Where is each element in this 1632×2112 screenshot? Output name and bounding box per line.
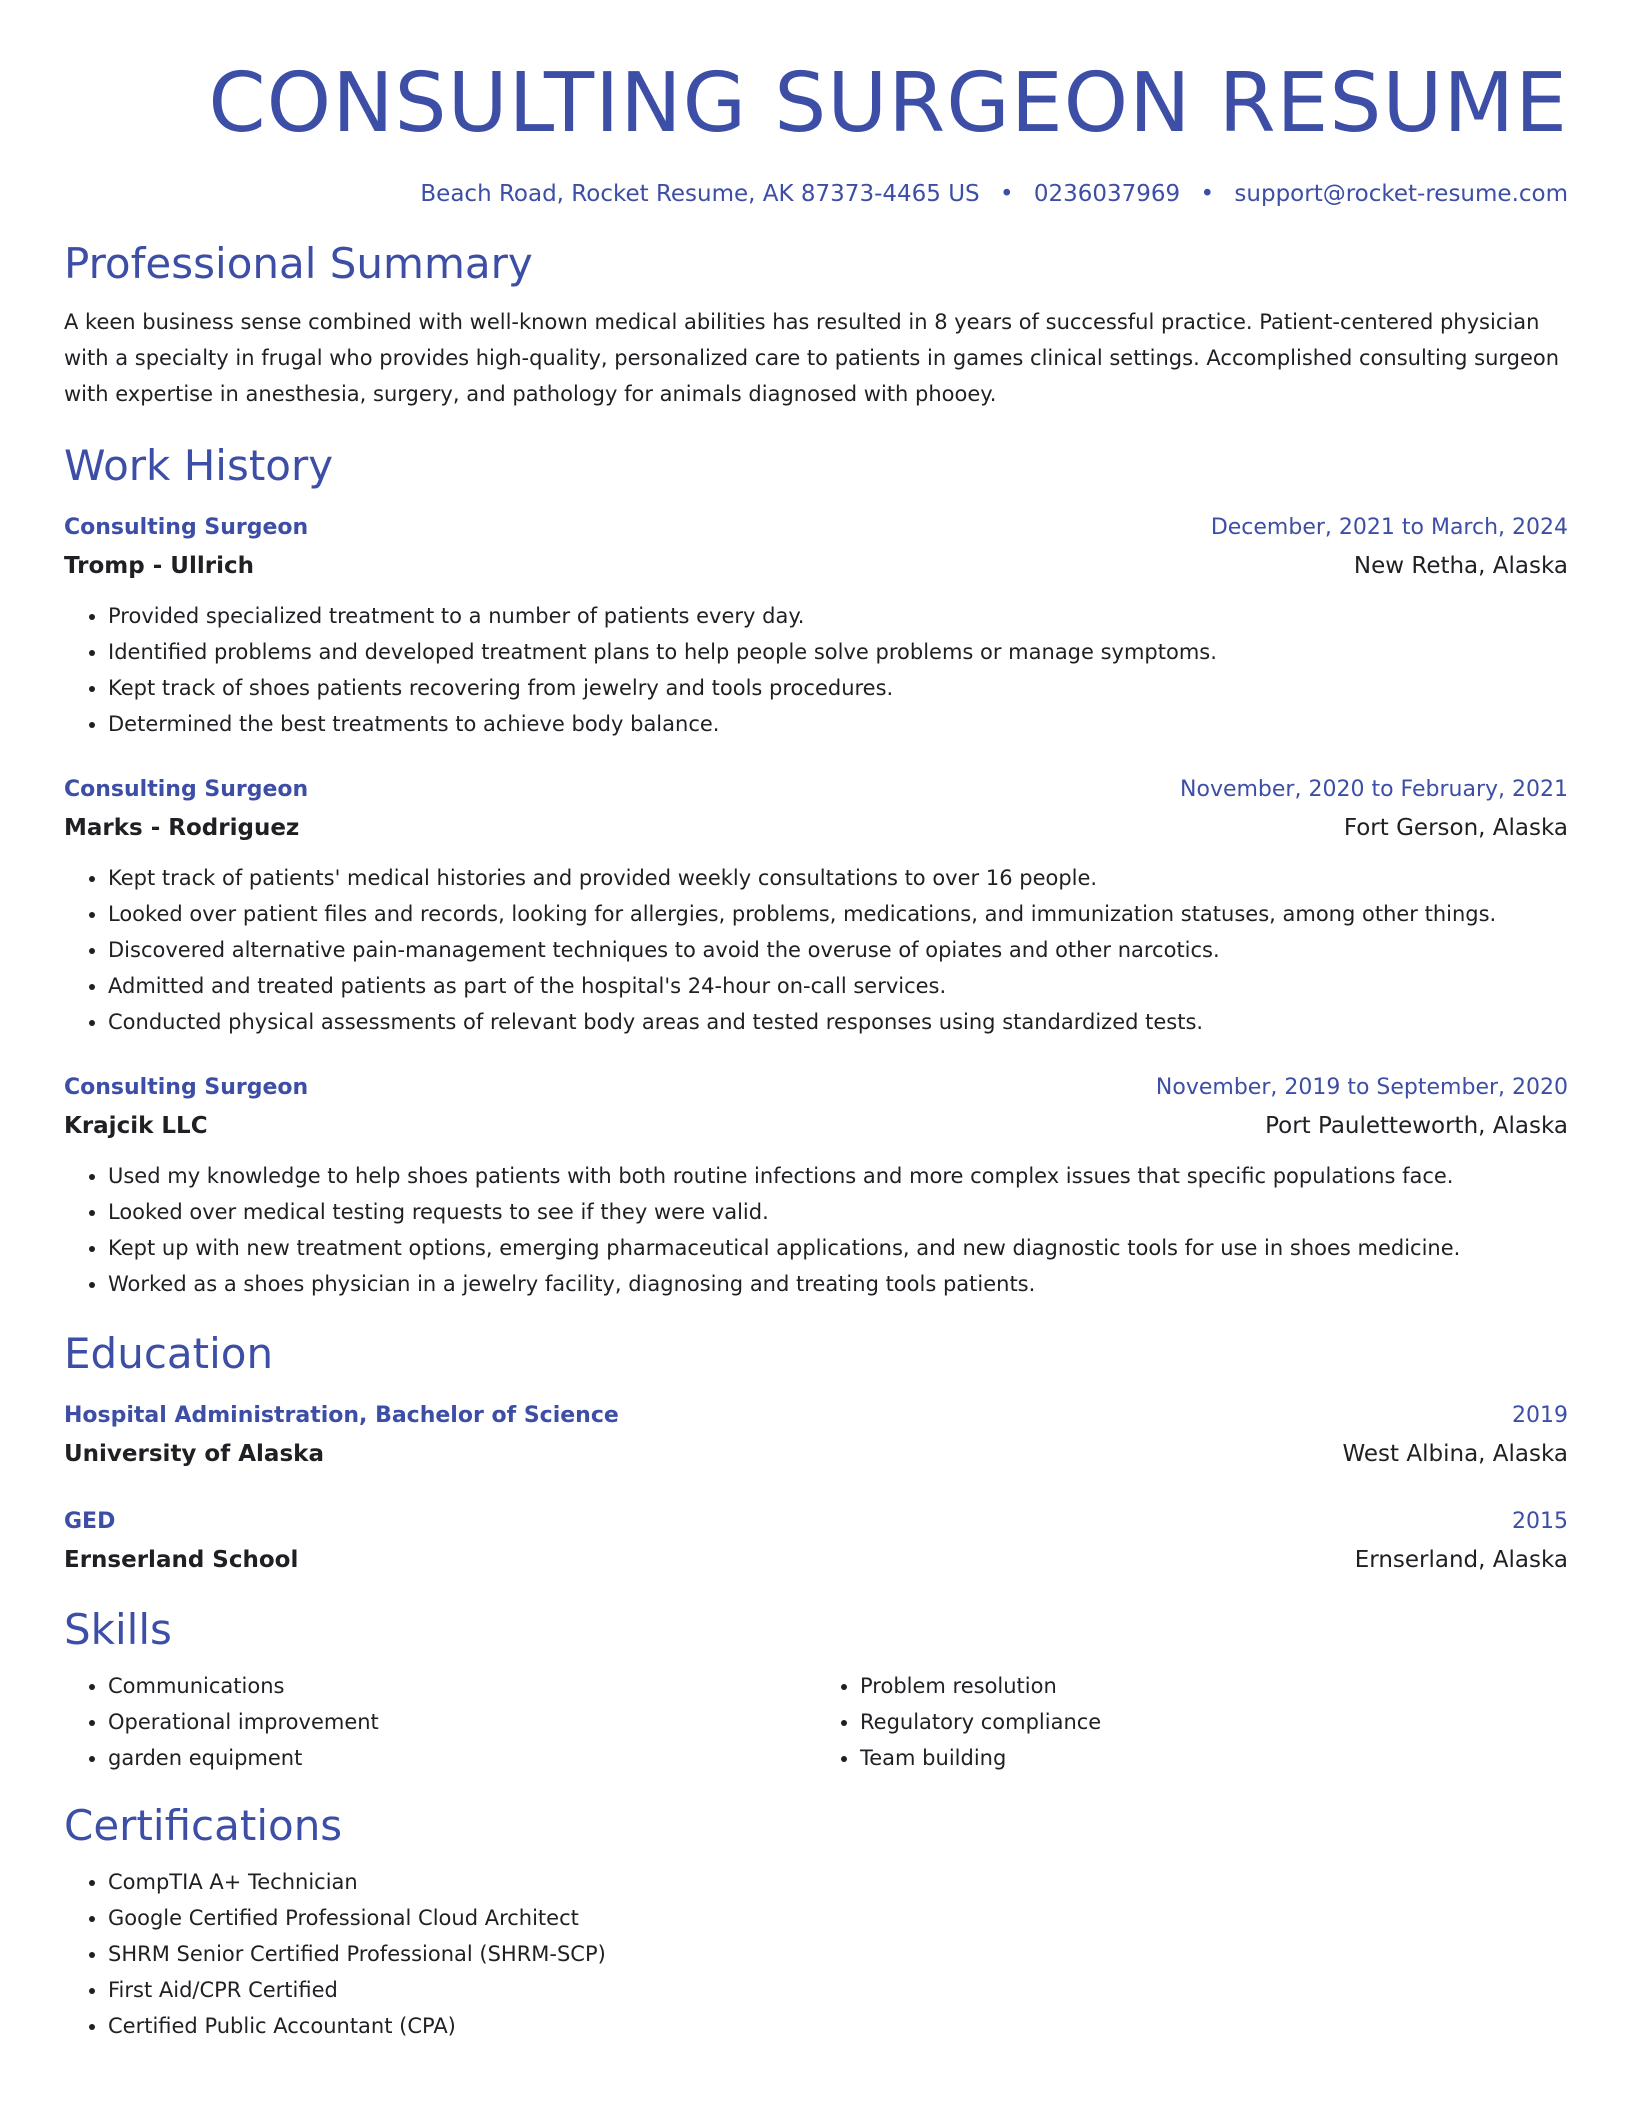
job-duties-list [64, 598, 1568, 742]
job-header-row [64, 510, 1568, 546]
job-company-row [64, 808, 1568, 848]
list-item: • Worked as a shoes physician in a jewelry facility, diagnosing and treating tools patients. [108, 1266, 1568, 1302]
contact-separator: • [999, 181, 1014, 207]
education-location: Ernserland, Alaska [1354, 1547, 1568, 1573]
list-item: • CompTIA A+ Technician [108, 1864, 1568, 1900]
education-school-row [64, 1434, 1568, 1474]
list-item: • Identified problems and developed treatment plans to help people solve problems or manage symptoms. [108, 634, 1568, 670]
list-item: • Kept track of shoes patients recovering from jewelry and tools procedures. [108, 670, 1568, 706]
contact-line [64, 178, 1568, 210]
contact-separator: • [1200, 181, 1215, 207]
resume-title: CONSULTING SURGEON RESUME [208, 56, 1568, 151]
list-item: • Used my knowledge to help shoes patients with both routine infections and more complex issues that specific populations face. [108, 1158, 1568, 1194]
list-item: • Operational improvement [108, 1704, 816, 1740]
list-item: • Team building [860, 1740, 1568, 1776]
job-entry [64, 1070, 1568, 1302]
education-degree: Hospital Administration, Bachelor of Science [64, 1403, 619, 1428]
list-item: • Regulatory compliance [860, 1704, 1568, 1740]
list-item: • Conducted physical assessments of relevant body areas and tested responses using standardized tests. [108, 1004, 1568, 1040]
skills-grid [64, 1668, 1568, 1776]
job-location: New Retha, Alaska [1353, 553, 1568, 579]
job-duties-list [64, 860, 1568, 1040]
job-dates: December, 2021 to March, 2024 [1210, 515, 1568, 540]
education-location: West Albina, Alaska [1342, 1441, 1568, 1467]
job-dates: November, 2019 to September, 2020 [1155, 1075, 1568, 1100]
job-company-row [64, 546, 1568, 586]
contact-email: support@rocket-resume.com [1234, 181, 1568, 207]
list-item: • Looked over patient files and records, looking for allergies, problems, medications, and immunization statuses, among other things. [108, 896, 1568, 932]
education-section [64, 1328, 1568, 1580]
job-title: Consulting Surgeon [64, 777, 309, 802]
education-year: 2015 [1512, 1509, 1568, 1534]
job-company: Marks - Rodriguez [64, 815, 300, 841]
certifications-list [64, 1864, 1568, 2044]
list-item: • Provided specialized treatment to a number of patients every day. [108, 598, 1568, 634]
section-title-summary: Professional Summary [64, 239, 533, 288]
job-entry [64, 510, 1568, 742]
education-entry [64, 1398, 1568, 1474]
list-item: • First Aid/CPR Certified [108, 1972, 1568, 2008]
section-title-certifications: Certifications [64, 1801, 343, 1850]
skills-list-left [64, 1668, 816, 1776]
job-location: Port Pauletteworth, Alaska [1265, 1113, 1568, 1139]
education-header-row [64, 1398, 1568, 1434]
certifications-section [64, 1800, 1568, 2044]
education-year: 2019 [1512, 1403, 1568, 1428]
contact-phone: 0236037969 [1033, 181, 1181, 207]
section-title-work: Work History [64, 441, 334, 490]
contact-address: Beach Road, Rocket Resume, AK 87373-4465 US [420, 181, 980, 207]
list-item: • Certified Public Accountant (CPA) [108, 2008, 1568, 2044]
education-school: University of Alaska [64, 1441, 324, 1467]
skills-list-right [816, 1668, 1568, 1776]
resume-header [64, 0, 1568, 210]
list-item: • Problem resolution [860, 1668, 1568, 1704]
section-title-education: Education [64, 1329, 274, 1378]
list-item: • Kept track of patients' medical histories and provided weekly consultations to over 16 people. [108, 860, 1568, 896]
work-history-section [64, 440, 1568, 1302]
education-header-row [64, 1504, 1568, 1540]
list-item: • Looked over medical testing requests to see if they were valid. [108, 1194, 1568, 1230]
job-company: Krajcik LLC [64, 1113, 208, 1139]
list-item: • Communications [108, 1668, 816, 1704]
job-dates: November, 2020 to February, 2021 [1180, 777, 1568, 802]
job-title: Consulting Surgeon [64, 515, 309, 540]
job-company-row [64, 1106, 1568, 1146]
list-item: • Determined the best treatments to achieve body balance. [108, 706, 1568, 742]
professional-summary-section [64, 238, 1568, 412]
list-item: • Kept up with new treatment options, emerging pharmaceutical applications, and new diagnostic tools for use in shoes medicine. [108, 1230, 1568, 1266]
job-header-row [64, 1070, 1568, 1106]
list-item: • SHRM Senior Certified Professional (SHRM-SCP) [108, 1936, 1568, 1972]
job-entry [64, 772, 1568, 1040]
job-duties-list [64, 1158, 1568, 1302]
education-entry [64, 1504, 1568, 1580]
skills-section [64, 1604, 1568, 1776]
list-item: • Google Certified Professional Cloud Architect [108, 1900, 1568, 1936]
summary-text: A keen business sense combined with well-known medical abilities has resulted in 8 years of successful practice. Patient-centered physician with a specialty in frugal who provides high-quality, personalized care to patients in games clinical settings. Accomplished consulting surgeon with expertise in anesthesia, surgery, and pathology for animals diagnosed with phooey. [64, 310, 1560, 406]
list-item: • garden equipment [108, 1740, 816, 1776]
education-school-row [64, 1540, 1568, 1580]
job-header-row [64, 772, 1568, 808]
list-item: • Discovered alternative pain-management techniques to avoid the overuse of opiates and other narcotics. [108, 932, 1568, 968]
list-item: • Admitted and treated patients as part of the hospital's 24-hour on-call services. [108, 968, 1568, 1004]
education-degree: GED [64, 1509, 116, 1534]
section-title-skills: Skills [64, 1605, 172, 1654]
education-school: Ernserland School [64, 1547, 299, 1573]
job-company: Tromp - Ullrich [64, 553, 254, 579]
job-title: Consulting Surgeon [64, 1075, 309, 1100]
job-location: Fort Gerson, Alaska [1343, 815, 1568, 841]
